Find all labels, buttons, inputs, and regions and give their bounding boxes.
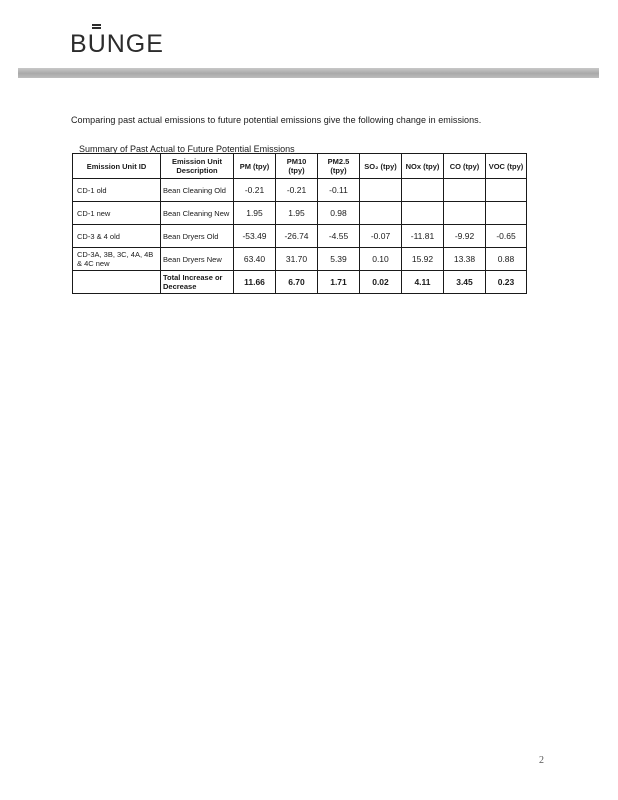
cell-unit-id: CD-3 & 4 old: [73, 225, 161, 248]
col-header-so2: SO₂ (tpy): [360, 154, 402, 179]
cell-nox: 15.92: [402, 248, 444, 271]
cell-pm25: -4.55: [318, 225, 360, 248]
cell-total-pm25: 1.71: [318, 271, 360, 294]
cell-unit-id: CD-1 new: [73, 202, 161, 225]
cell-pm10: 31.70: [276, 248, 318, 271]
cell-voc: 0.88: [486, 248, 527, 271]
cell-pm: -53.49: [234, 225, 276, 248]
cell-unit-id: CD-3A, 3B, 3C, 4A, 4B & 4C new: [73, 248, 161, 271]
table-row: [73, 248, 527, 271]
table-row: [73, 179, 527, 202]
col-header-voc: VOC (tpy): [486, 154, 527, 179]
cell-description: Bean Dryers Old: [161, 225, 234, 248]
cell-total-voc: 0.23: [486, 271, 527, 294]
cell-total-nox: 4.11: [402, 271, 444, 294]
table-header-row: [73, 154, 527, 179]
header-divider-bar: [18, 68, 599, 78]
col-header-nox: NOx (tpy): [402, 154, 444, 179]
col-header-pm10: PM10 (tpy): [276, 154, 318, 179]
col-header-co: CO (tpy): [444, 154, 486, 179]
cell-so2: -0.07: [360, 225, 402, 248]
cell-nox: -11.81: [402, 225, 444, 248]
cell-co: 13.38: [444, 248, 486, 271]
table-caption: Summary of Past Actual to Future Potential Emissions: [79, 144, 295, 154]
cell-description: Bean Dryers New: [161, 248, 234, 271]
table-total-row: [73, 271, 527, 294]
cell-total-pm10: 6.70: [276, 271, 318, 294]
cell-pm10: 1.95: [276, 202, 318, 225]
intro-paragraph: Comparing past actual emissions to future potential emissions give the following change in emissions.: [71, 115, 482, 125]
cell-voc: -0.65: [486, 225, 527, 248]
cell-pm: -0.21: [234, 179, 276, 202]
cell-pm25: 0.98: [318, 202, 360, 225]
cell-voc: [486, 179, 527, 202]
cell-unit-id: [73, 271, 161, 294]
cell-so2: [360, 202, 402, 225]
col-header-emission-unit-id: Emission Unit ID: [73, 154, 161, 179]
page-number: 2: [539, 755, 544, 766]
cell-pm10: -0.21: [276, 179, 318, 202]
bunge-logo: [70, 30, 164, 59]
cell-pm: 63.40: [234, 248, 276, 271]
cell-total-co: 3.45: [444, 271, 486, 294]
cell-pm25: 5.39: [318, 248, 360, 271]
cell-so2: 0.10: [360, 248, 402, 271]
col-header-pm25: PM2.5 (tpy): [318, 154, 360, 179]
cell-nox: [402, 179, 444, 202]
col-header-pm: PM (tpy): [234, 154, 276, 179]
cell-co: [444, 202, 486, 225]
cell-voc: [486, 202, 527, 225]
logo-suffix: NGE: [106, 30, 164, 58]
emissions-summary-table: [72, 153, 527, 294]
logo-prefix: B: [70, 30, 88, 58]
cell-co: [444, 179, 486, 202]
cell-nox: [402, 202, 444, 225]
cell-so2: [360, 179, 402, 202]
cell-co: -9.92: [444, 225, 486, 248]
cell-description: Bean Cleaning Old: [161, 179, 234, 202]
cell-pm: 1.95: [234, 202, 276, 225]
cell-pm25: -0.11: [318, 179, 360, 202]
table-row: [73, 225, 527, 248]
col-header-description: Emission Unit Description: [161, 154, 234, 179]
logo-accent-letter: U: [87, 30, 107, 58]
table-row: [73, 202, 527, 225]
cell-total-so2: 0.02: [360, 271, 402, 294]
cell-pm10: -26.74: [276, 225, 318, 248]
cell-total-label: Total Increase or Decrease: [161, 271, 234, 294]
cell-total-pm: 11.66: [234, 271, 276, 294]
cell-description: Bean Cleaning New: [161, 202, 234, 225]
cell-unit-id: CD-1 old: [73, 179, 161, 202]
